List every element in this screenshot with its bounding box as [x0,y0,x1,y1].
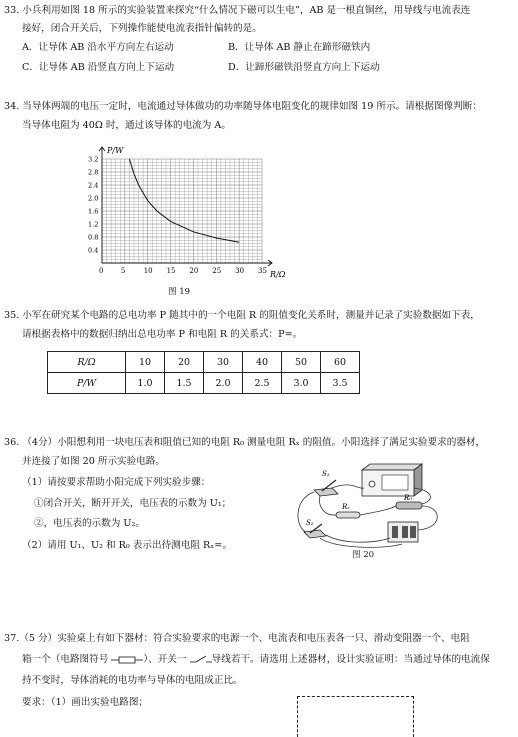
x-tick-label: 25 [212,267,222,275]
q37-line2 [22,653,490,667]
resistor-rx-icon [336,512,360,518]
table-row [48,352,360,373]
chart-ticks [88,156,267,276]
label-rx: Rₓ [342,503,350,511]
table-cell: 10 [126,352,165,373]
table-cell: 30 [204,352,243,373]
y-tick-label: 1.2 [88,220,99,229]
battery-icon [388,522,418,542]
q36-step2: （2）请用 U₁、U₂ 和 R₀ 表示出待测电阻 Rₓ=。 [22,540,232,551]
switch-symbol-icon [190,655,212,665]
q36-step1b: ②，电压表的示数为 U₂。 [34,518,145,529]
q36-step1: （1）请按要求帮助小阳完成下列实验步骤： [22,477,211,488]
label-r0: R₀ [404,494,413,502]
table-cell: 20 [165,352,204,373]
table-cell: 2.5 [243,373,282,394]
q36-line1: 36. （4分）小阳想利用一块电压表和阻值已知的电阻 R₀ 测量电阻 Rₓ 的阻值。小阳选择了满足实验要求的器材， [4,437,486,448]
x-tick-label: 35 [258,267,267,275]
q34-line2: 当导体电阻为 40Ω 时，通过该导体的电流为 A。 [22,120,231,131]
q35-line2: 请根据表格中的数据归纳出总电功率 P 和电阻 R 的关系式：P=。 [22,329,303,340]
y-axis-label: P/W [107,146,124,155]
resistance-box-symbol-icon [111,655,143,665]
x-tick-label: 15 [166,267,176,275]
q37-line2-part2: ）、开关一 [143,654,187,665]
q33-option-c: C．让导体 AB 沿竖直方向上下运动 [22,62,175,73]
x-tick-label: 20 [189,267,199,275]
table-cell: 3.5 [321,373,360,394]
y-tick-label: 2.0 [88,194,99,203]
x-tick-label: 30 [235,267,245,275]
circuit-illustration [292,460,458,552]
q37-line2-part1: 箱一个（电路图符号 [22,654,109,665]
y-tick-label: 0.8 [88,233,99,242]
table-cell: 3.0 [282,373,321,394]
voltmeter-icon [362,464,422,496]
table-cell: 2.0 [204,373,243,394]
q33-option-a: A．让导体 AB 沿水平方向左右运动 [22,42,174,53]
table-cell: 40 [243,352,282,373]
resistor-r0-icon [396,502,422,509]
q34-line1: 34. 当导体两端的电压一定时，电流通过导体做功的功率随导体电阻变化的规律如图 19 所示。请根据图像判断： [4,101,482,112]
table-cell: 1.0 [126,373,165,394]
y-tick-label: 0.4 [88,246,99,255]
x-tick-label: 10 [143,267,153,275]
label-s1: S₁ [322,470,330,478]
answer-box [297,696,414,737]
table-row [48,373,360,394]
q37-line1: 37.（5 分）实验桌上有如下器材：符合实验要求的电源一个、电流表和电压表各一只、滑动变阻器一个、电阻 [4,633,470,644]
table-cell: 60 [321,352,360,373]
x-tick-label: 5 [120,267,126,275]
q36-step1a: ①闭合开关，断开开关，电压表的示数为 U₁； [34,498,232,509]
data-table [47,351,360,394]
q37-line3: 持不变时，导体消耗的电功率与导体的电阻成正比。 [22,675,243,686]
table-cell: 1.5 [165,373,204,394]
y-tick-label: 3.2 [88,155,99,164]
label-s2: S₂ [306,519,314,527]
x-tick-label: 0 [99,267,104,275]
y-tick-label: 2.4 [88,181,99,190]
q33-line1: 33. 小兵利用如图 18 所示的实验装置来探究“什么情况下磁可以生电”，AB 是一根直铜丝，用导线与电流表连 [4,5,471,16]
q33-option-d: D．让蹄形磁铁沿竖直方向上下运动 [228,62,380,73]
q33-option-b: B．让导体 AB 静止在蹄形磁铁内 [228,42,371,53]
q33-line2: 接好，闭合开关后，下列操作能使电流表指针偏转的是。 [22,23,262,34]
y-tick-label: 2.8 [88,168,99,177]
switch-s1-icon [314,480,338,496]
chart-grid [102,159,262,263]
table-cell: R/Ω [48,352,126,373]
power-resistance-chart [80,142,305,290]
q36-line2: 并连接了如图 20 所示实验电路。 [22,456,166,467]
q37-line4: 要求：（1）画出实验电路图； [22,697,149,708]
table-cell: P/W [48,373,126,394]
y-tick-label: 1.6 [88,207,99,216]
figure-20-caption: 图 20 [352,550,375,560]
figure-19-caption: 图 19 [168,287,191,297]
x-axis-label: R/Ω [270,270,286,279]
q37-line2-part3: 导线若干。请选用上述器材，设计实验证明：当通过导体的电流保 [211,654,490,665]
table-cell: 50 [282,352,321,373]
q35-line1: 35. 小军在研究某个电路的总电功率 P 随其中的一个电阻 R 的阻值变化关系时，测量并记录了实验数据如下表， [4,310,480,321]
